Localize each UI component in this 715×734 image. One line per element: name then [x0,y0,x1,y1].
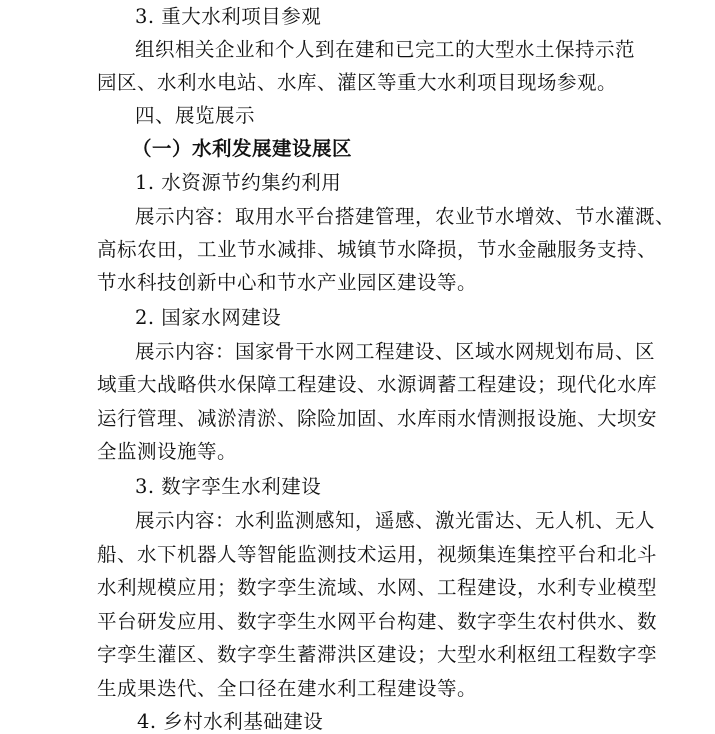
paragraph-line: 展示内容：水利监测感知，遥感、激光雷达、无人机、无人 [135,509,656,532]
item-title-digital-twin: 3. 数字孪生水利建设 [135,475,322,498]
paragraph-line: 平台研发应用、数字孪生水网平台构建、数字孪生农村供水、数 [97,610,658,633]
paragraph-line: 生成果迭代、全口径在建水利工程建设等。 [97,677,478,700]
section-title-exhibition: 四、展览展示 [135,104,256,127]
paragraph-line: 船、水下机器人等智能监测技术运用，视频集连集控平台和北斗 [97,543,658,566]
paragraph-line: 展示内容：取用水平台搭建管理，农业节水增效、节水灌溉、 [135,205,676,228]
paragraph-line: 组织相关企业和个人到在建和已完工的大型水土保持示范 [135,38,636,61]
paragraph-line: 高标农田，工业节水减排、城镇节水降损，节水金融服务支持、 [97,238,658,261]
item-title-water-saving: 1. 水资源节约集约利用 [135,171,342,194]
subsection-title-major-projects: 3. 重大水利项目参观 [135,5,322,28]
subsection-title-water-development-zone: （一）水利发展建设展区 [132,137,353,160]
paragraph-line: 展示内容：国家骨干水网工程建设、区域水网规划布局、区 [135,340,656,363]
paragraph-line: 节水科技创新中心和节水产业园区建设等。 [97,271,478,294]
paragraph-line: 园区、水利水电站、水库、灌区等重大水利项目现场参观。 [97,71,618,94]
paragraph-line: 全监测设施等。 [97,440,238,463]
paragraph-line: 水利规模应用；数字孪生流域、水网、工程建设，水利专业模型 [97,576,658,599]
item-title-national-water-network: 2. 国家水网建设 [135,306,282,329]
paragraph-line: 域重大战略供水保障工程建设、水源调蓄工程建设；现代化水库 [97,373,658,396]
item-title-rural-water: 4. 乡村水利基础建设 [137,710,324,733]
paragraph-line: 字孪生灌区、数字孪生蓄滞洪区建设；大型水利枢纽工程数字孪 [97,643,658,666]
paragraph-line: 运行管理、减淤清淤、除险加固、水库雨水情测报设施、大坝安 [97,407,658,430]
